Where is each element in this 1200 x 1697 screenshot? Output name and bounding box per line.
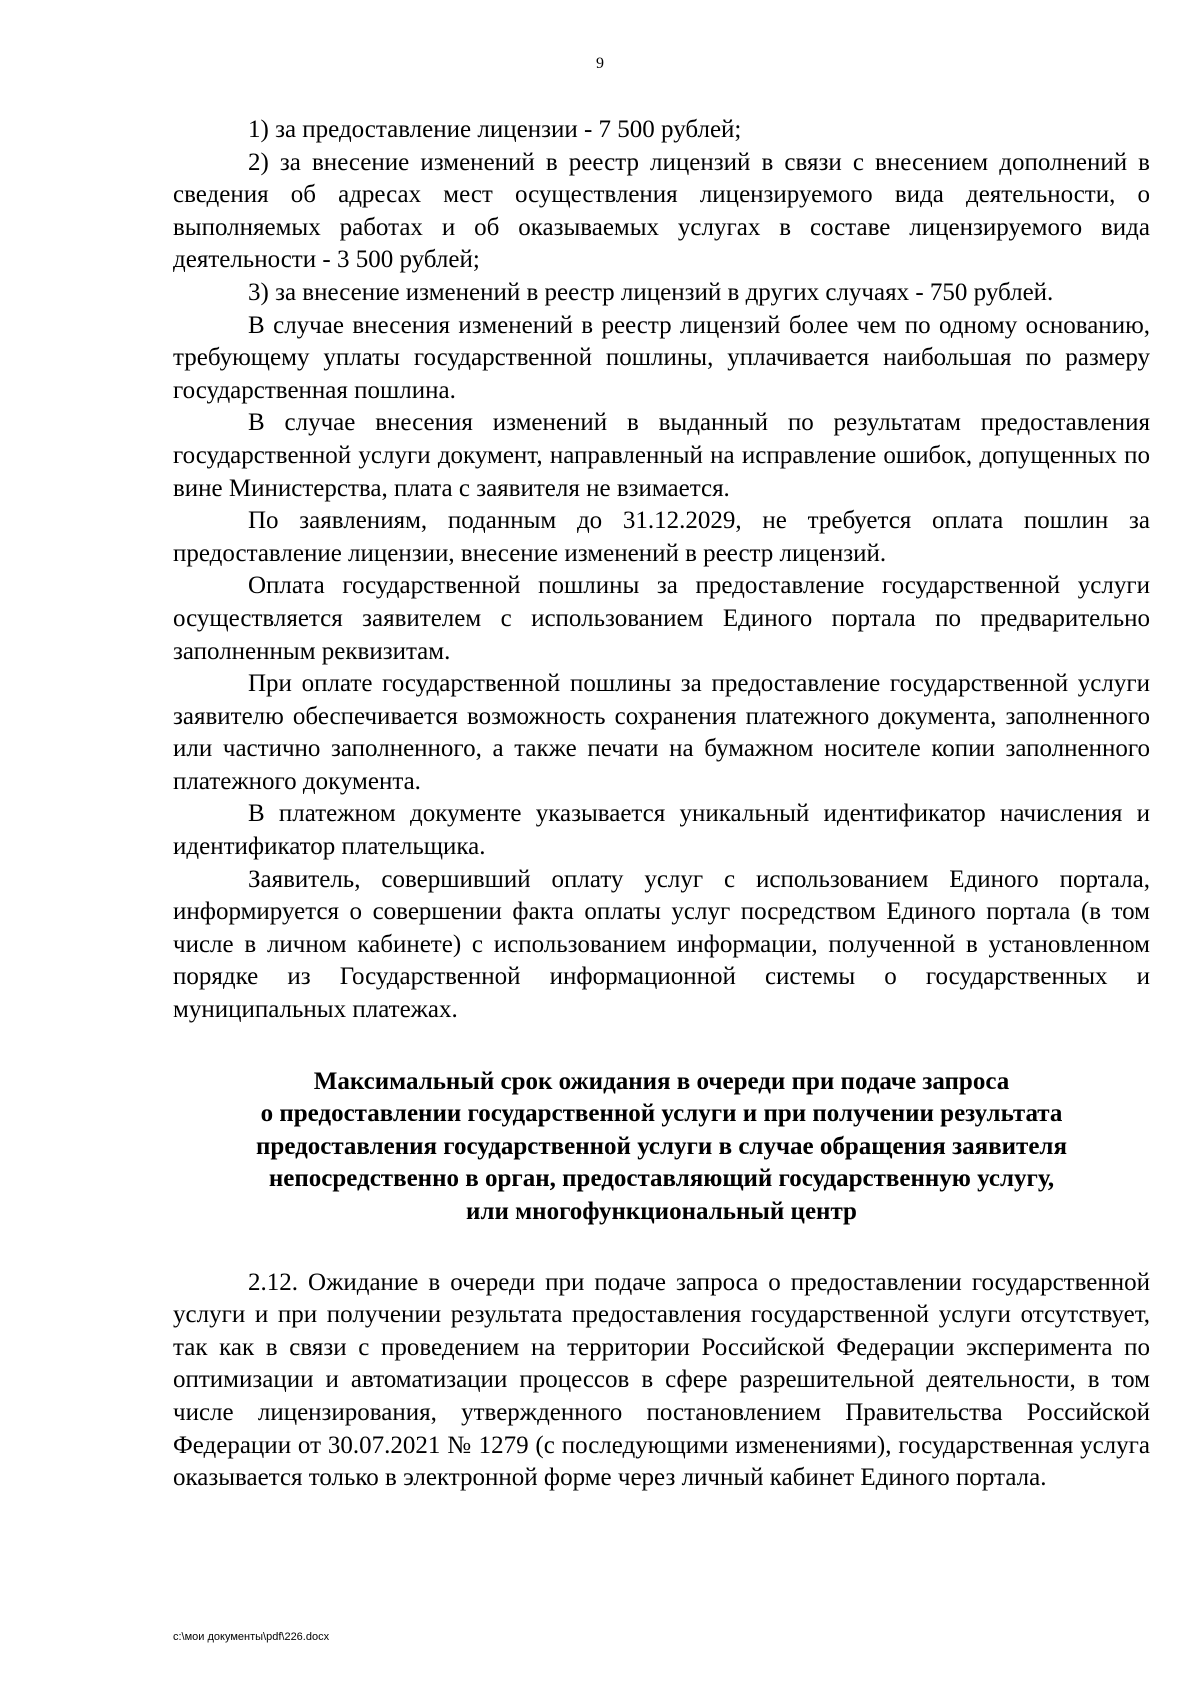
paragraph-fee-license: 1) за предоставление лицензии - 7 500 рублей;: [248, 116, 742, 143]
paragraph-queue-wait: 2.12. Ожидание в очереди при подаче запроса о предоставлении государственной услуги и при получении результата предоставления государственной услуги отсутствует, так как в связи с проведением на территории Российской Федерации эксперимента по оптимизации и автоматизации процессов в сфере разрешительной деятельности, в том числе лицензирования, утвержденного постановлением Правительства Российской Федерации от 30.07.2021 № 1279 (с последующими изменениями), государственная услуга оказывается только в электронной форме через личный кабинет Единого портала.: [173, 1268, 1150, 1492]
paragraph-payment-notification: Заявитель, совершивший оплату услуг с использованием Единого портала, информируется о совершении факта оплаты услуг посредством Единого портала (в том числе в личном кабинете) с использованием информации, полученной в установленном порядке из Государственной информационной системы о государственных и муниципальных платежах.: [173, 865, 1150, 1024]
paragraph-fee-registry-other: 3) за внесение изменений в реестр лицензий в других случаях - 750 рублей.: [248, 278, 1054, 306]
paragraph-fee-registry-additions: 2) за внесение изменений в реестр лицензий в связи с внесением дополнений в сведения об адресах мест осуществления лицензируемого вида деятельности, о выполняемых работах и об оказываемых услугах в составе лицензируемого вида деятельности - 3 500 рублей;: [173, 148, 1150, 274]
paragraph-error-correction: В случае внесения изменений в выданный по результатам предоставления государственной услуги документ, направленный на исправление ошибок, допущенных по вине Министерства, плата с заявителя не взимается.: [173, 409, 1150, 502]
page-number: 9: [596, 55, 604, 72]
heading-line: Максимальный срок ожидания в очереди при подаче запроса: [313, 1067, 1010, 1095]
paragraph-fee-exemption: По заявлениям, поданным до 31.12.2029, не требуется оплата пошлин за предоставление лицензии, внесение изменений в реестр лицензий.: [173, 507, 1150, 567]
heading-line: или многофункциональный центр: [466, 1198, 857, 1225]
document-body: [173, 114, 1150, 1495]
paragraph-multiple-grounds: В случае внесения изменений в реестр лицензий более чем по одному основанию, требующему уплаты государственной пошлины, уплачивается наибольшая по размеру государственная пошлина.: [173, 311, 1150, 404]
paragraph-identifiers: В платежном документе указывается уникальный идентификатор начисления и идентификатор плательщика.: [173, 800, 1150, 861]
heading-line: о предоставлении государственной услуги и при получении результата: [260, 1100, 1063, 1128]
footer-file-path: c:\мои документы\pdf\226.docx: [173, 1631, 330, 1643]
heading-line: предоставления государственной услуги в случае обращения заявителя: [256, 1132, 1067, 1160]
section-heading: [173, 1066, 1150, 1229]
paragraph-payment-document: При оплате государственной пошлины за предоставление государственной услуги заявителю обеспечивается возможность сохранения платежного документа, заполненного или частично заполненного, а также печати на бумажном носителе копии заполненного платежного документа.: [173, 670, 1150, 795]
paragraph-payment-portal: Оплата государственной пошлины за предоставление государственной услуги осуществляется заявителем с использованием Единого портала по предварительно заполненным реквизитам.: [173, 572, 1150, 665]
heading-line: непосредственно в орган, предоставляющий государственную услугу,: [268, 1165, 1055, 1193]
